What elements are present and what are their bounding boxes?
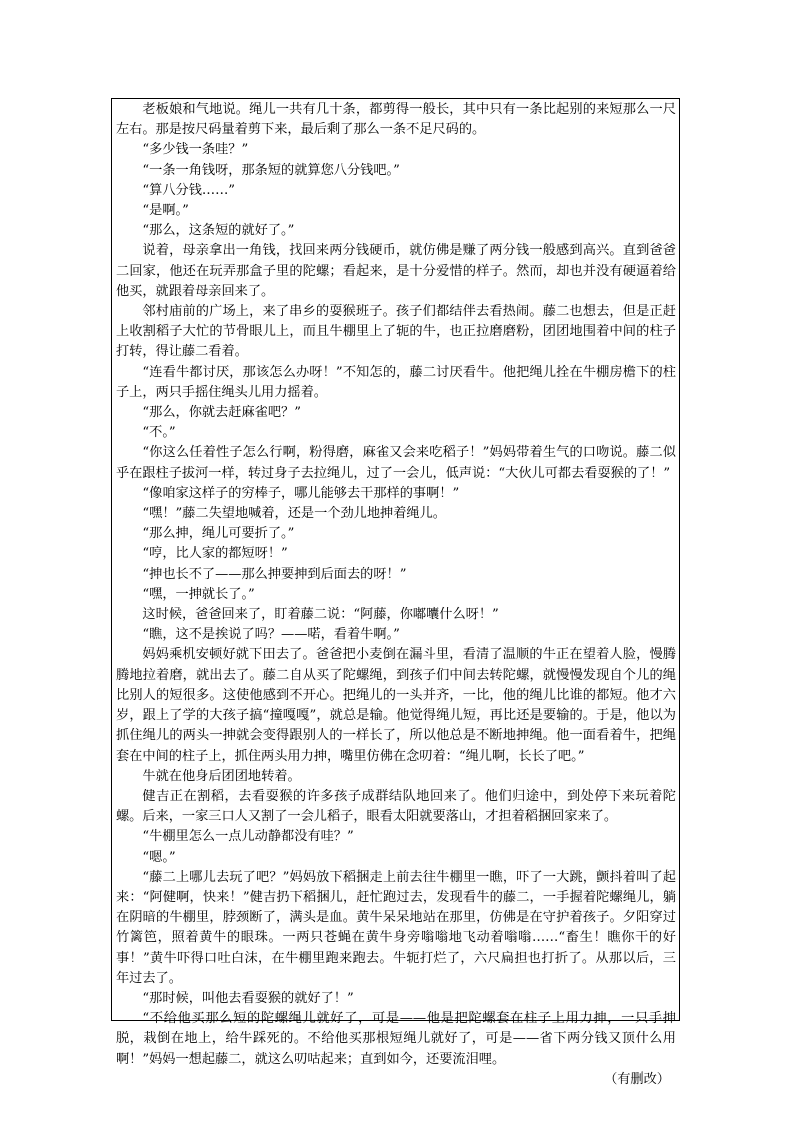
paragraph: “藤二上哪儿去玩了吧？”妈妈放下稻捆走上前去往牛棚里一瞧，吓了一大跳，颤抖着叫了起来：“阿健啊，快来！”健吉扔下稻捆儿，赶忙跑过去，发现看牛的藤二，一手握着陀螺绳儿，躺在阴暗的牛棚里，脖颈断了，满头是血。黄牛呆呆地站在那里，仿佛是在守护着孩子。夕阳穿过竹篱笆，照着黄牛的眼珠。一两只苍蝇在黄牛身旁嗡嗡地飞动着嗡嗡……“畜生！瞧你干的好事！”黄牛吓得口吐白沫，在牛棚里跑来跑去。牛轭打烂了，六尺扁担也打折了。从那以后，三年过去了。 (116, 869, 676, 986)
paragraph: “像咱家这样子的穷棒子，哪儿能够去干那样的事啊！” (142, 485, 460, 501)
paragraph: 这时候，爸爸回来了，盯着藤二说：“阿藤，你嘟囔什么呀！” (142, 607, 499, 623)
paragraph: “算八分钱……” (142, 182, 235, 198)
paragraph: 牛就在他身后团团地转着。 (142, 768, 301, 784)
paragraph: “连看牛都讨厌，那该怎么办呀！”不知怎的，藤二讨厌看牛。他把绳儿拴在牛棚房檐下的柱子上，两只手摇住绳头儿用力摇着。 (116, 364, 676, 400)
paragraph: “嗯。” (142, 849, 176, 865)
paragraph: 老板娘和气地说。绳儿一共有几十条，都剪得一般长，其中只有一条比起别的来短那么一尺左右。那是按尺码量着剪下来，最后剩了那么一条不足尺码的。 (116, 102, 676, 138)
paragraph: “牛棚里怎么一点儿动静都没有哇？” (142, 829, 354, 845)
paragraph: 健吉正在割稻，去看耍猴的许多孩子成群结队地回来了。他们归途中，到处停下来玩着陀螺。后来，一家三口人又割了一会儿稻子，眼看太阳就要落山，才担着稻捆回家来了。 (116, 788, 676, 825)
paragraph: “嘿，一抻就长了。” (142, 586, 255, 602)
paragraph: “抻也长不了——那么抻要抻到后面去的呀！” (142, 566, 407, 582)
paragraph: 邻村庙前的广场上，来了串乡的耍猴班子。孩子们都结伴去看热闹。藤二也想去，但是正赶上收割稻子大忙的节骨眼儿上，而且牛棚里上了轭的牛，也正拉磨磨粉，团团地围着中间的柱子打转，得让藤二看着。 (116, 304, 676, 360)
paragraph: “那么抻，绳儿可要折了。” (142, 526, 295, 542)
paragraph: “你这么任着性子怎么行啊，粉得磨，麻雀又会来吃稻子！”妈妈带着生气的口吻说。藤二似乎在跟柱子拔河一样，转过身子去拉绳儿，过了一会儿，低声说：“大伙儿可都去看耍猴的了！” (116, 445, 676, 481)
paragraph: “那么，这条短的就好了。” (142, 223, 295, 239)
paragraph: “瞧，这不是挨说了吗？——喏，看着牛啊。” (142, 627, 400, 643)
article-body (116, 100, 676, 1090)
source-credit: （有删改） (604, 1071, 670, 1087)
paragraph: 妈妈乘机安顿好就下田去了。爸爸把小麦倒在漏斗里，看清了温顺的牛正在望着人脸，慢腾腾地拉着磨，就出去了。藤二自从买了陀螺绳，到孩子们中间去转陀螺，就慢慢发现自个儿的绳比别人的短很多。这使他感到不开心。把绳儿的一头并齐，一比，他的绳儿比谁的都短。他才六岁，跟上了学的大孩子搞“撞嘎嘎”，就总是输。他觉得绳儿短，再比还是要输的。于是，他以为抓住绳儿的两头一抻就会变得跟别人的一样长了，所以他总是不断地抻绳。他一面看着牛，把绳套在中间的柱子上，抓住两头用力抻，嘴里仿佛在念叨着：“绳儿啊，长长了吧。” (116, 647, 676, 764)
paragraph: “是啊。” (142, 203, 189, 219)
paragraph: “不。” (142, 425, 176, 441)
paragraph: “多少钱一条哇？” (142, 142, 249, 158)
paragraph: 说着，母亲拿出一角钱，找回来两分钱硬币，就仿佛是赚了两分钱一般感到高兴。直到爸爸二回家，他还在玩弄那盒子里的陀螺；看起来，是十分爱惜的样子。然而，却也并没有硬逼着给他买，就跟着母亲回来了。 (116, 243, 676, 299)
paragraph: “嘿！”藤二失望地喊着，还是一个劲儿地抻着绳儿。 (142, 506, 446, 522)
paragraph: “那么，你就去赶麻雀吧？” (142, 405, 301, 421)
paragraph: “不给他买那么短的陀螺绳儿就好了，可是——他是把陀螺套在柱子上用力抻，一只手抻脱，栽倒在地上，给牛踩死的。不给他买那根短绳儿就好了，可是——省下两分钱又顶什么用啊！”妈妈一想起藤二，就这么叨咕起来；直到如今，还要流泪哩。 (116, 1011, 676, 1067)
paragraph: “那时候，叫他去看耍猴的就好了！” (142, 990, 354, 1006)
paragraph: “哼，比人家的都短呀！” (142, 546, 288, 562)
paragraph: “一条一角钱呀，那条短的就算您八分钱吧。” (142, 162, 400, 178)
